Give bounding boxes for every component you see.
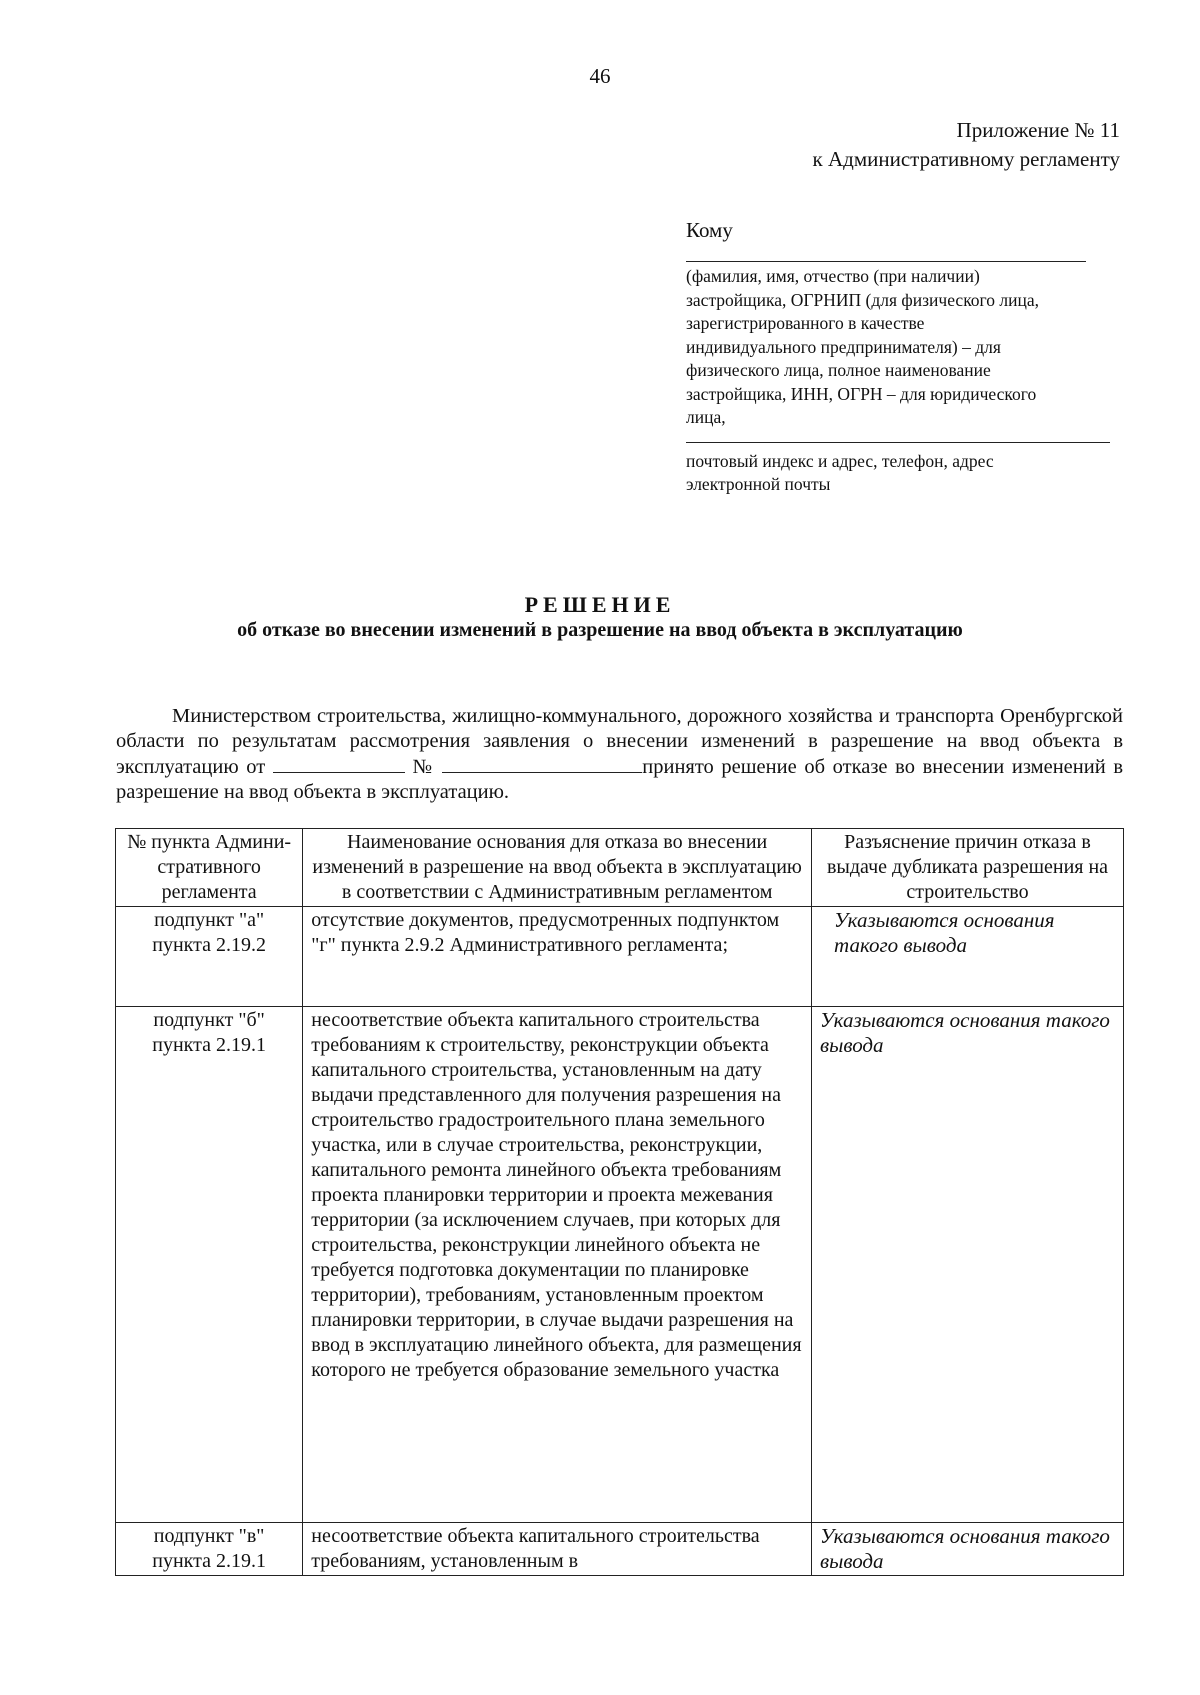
appendix-number: Приложение № 11 bbox=[956, 118, 1120, 142]
hint-line: зарегистрированного в качестве bbox=[686, 313, 925, 333]
header-basis: Наименование основания для отказа во внесении изменений в разрешение на ввод объекта в эксплуатацию в соответствии с Административным регламентом bbox=[303, 829, 812, 907]
recipient-block bbox=[686, 218, 1126, 497]
hint-line: лица, bbox=[686, 407, 726, 427]
decision-text bbox=[116, 704, 1123, 805]
row-explanation: Указываются основания такого вывода bbox=[812, 1523, 1124, 1576]
recipient-address-line bbox=[686, 442, 1110, 443]
row-point: подпункт "в" пункта 2.19.1 bbox=[116, 1523, 303, 1576]
hint-line: физического лица, полное наименование bbox=[686, 360, 991, 380]
header-point: № пункта Админи-стративного регламента bbox=[116, 829, 303, 907]
row-point: подпункт "а" пункта 2.19.2 bbox=[116, 907, 303, 1007]
row-explanation: Указываются основания такого вывода bbox=[812, 907, 1124, 1007]
decision-subtitle: об отказе во внесении изменений в разрешение на ввод объекта в эксплуатацию bbox=[237, 619, 963, 641]
appendix-header bbox=[813, 116, 1120, 174]
hint-line: индивидуального предпринимателя) – для bbox=[686, 336, 1001, 357]
hint-line: почтовый индекс и адрес, телефон, адрес bbox=[686, 450, 994, 471]
header-explanation: Разъяснение причин отказа в выдаче дубликата разрешения на строительство bbox=[812, 829, 1124, 907]
recipient-name-line bbox=[686, 261, 1086, 262]
hint-line: застройщика, ИНН, ОГРН – для юридического bbox=[686, 383, 1037, 404]
appendix-reference: к Административному регламенту bbox=[812, 147, 1120, 171]
table-row bbox=[116, 907, 1124, 1007]
recipient-address-hint bbox=[686, 450, 1126, 497]
row-explanation: Указываются основания такого вывода bbox=[812, 1007, 1124, 1523]
row-basis: отсутствие документов, предусмотренных подпунктом "г" пункта 2.9.2 Административного регламента; bbox=[303, 907, 812, 1007]
page-number: 46 bbox=[589, 64, 611, 88]
table-row bbox=[116, 1523, 1124, 1576]
number-blank bbox=[442, 754, 642, 773]
table-row bbox=[116, 1007, 1124, 1523]
row-basis: несоответствие объекта капитального строительства требованиям, установленным в bbox=[303, 1523, 812, 1576]
hint-line: (фамилия, имя, отчество (при наличии) bbox=[686, 266, 980, 286]
body-text-part3: принято решение об отказе во внесении изменений в разрешение на ввод объекта в эксплуатацию. bbox=[116, 756, 1124, 803]
date-blank bbox=[273, 754, 405, 773]
refusal-reasons-table bbox=[115, 828, 1124, 1576]
row-point: подпункт "б" пункта 2.19.1 bbox=[116, 1007, 303, 1523]
hint-line: электронной почты bbox=[686, 474, 831, 494]
table-header-row bbox=[116, 829, 1124, 907]
decision-title: РЕШЕНИЕ bbox=[524, 592, 676, 617]
body-text-number-sign: № bbox=[412, 756, 435, 778]
row-basis: несоответствие объекта капитального строительства требованиям к строительству, реконструкции объекта капитального строительства, установленным на дату выдачи представленного для получения разрешения на строительство градостроительного плана земельного участка, или в случае строительства, реконструкции, капитального ремонта линейного объекта требованиям проекта планировки территории и проекта межевания территории (за исключением случаев, при которых для строительства, реконструкции линейного объекта не требуется подготовка документации по планировке территории), требованиям, установленным проектом планировки территории, в случае выдачи разрешения на ввод в эксплуатацию линейного объекта, для размещения которого не требуется образование земельного участка bbox=[303, 1007, 812, 1523]
recipient-label: Кому bbox=[686, 218, 733, 242]
hint-line: застройщика, ОГРНИП (для физического лица, bbox=[686, 289, 1040, 310]
recipient-name-hint bbox=[686, 265, 1126, 430]
body-text-part1: Министерством строительства, жилищно-коммунального, дорожного хозяйства и транспорта Оренбургской области по результатам рассмотрения заявления о внесении изменений в разрешение на ввод объекта в эксплуатацию от bbox=[116, 705, 1123, 778]
